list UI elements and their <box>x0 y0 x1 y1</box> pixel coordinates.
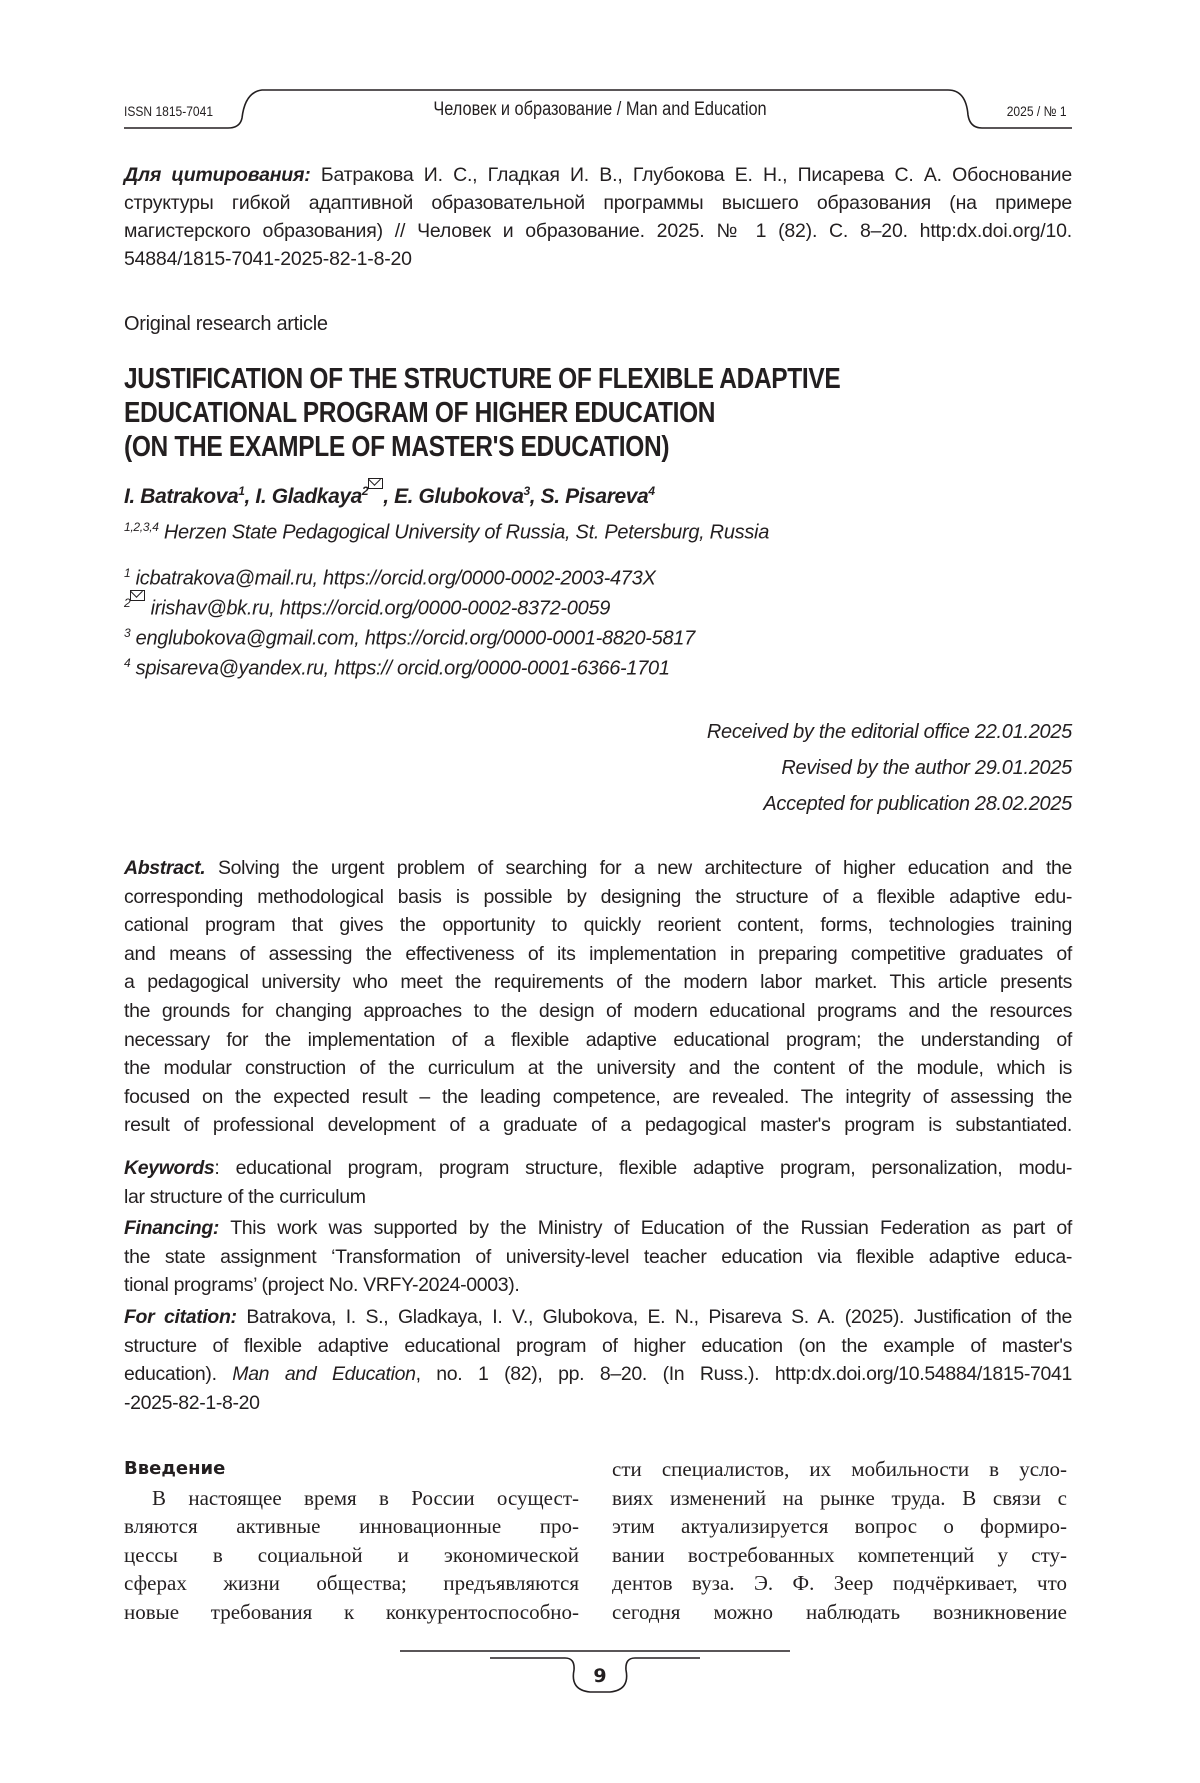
contact-line: 2 irishav@bk.ru, https://orcid.org/0000-0002-8372-0059 <box>124 596 1072 621</box>
accepted-date: Accepted for publication 28.02.2025 <box>763 793 1072 816</box>
intro-left-column: Введение В настоящее время в России осущест- вляются активные инновационные про- цессы в социальной и экономической сферах жизни общества; предъявляются новые требования к конкурентоспособно- <box>124 1455 579 1627</box>
authors: I. Batrakova1, I. Gladkaya2 , E. Glubokova3, S. Pisareva4 <box>124 484 1072 509</box>
financing-label: Financing: <box>124 1217 219 1239</box>
author-sup: 2 <box>362 484 383 498</box>
journal-name: Man and Education <box>232 1363 415 1385</box>
affiliation <box>124 520 1072 545</box>
title-line: EDUCATIONAL PROGRAM OF HIGHER EDUCATION <box>124 396 1070 430</box>
contact-line: 4 spisareva@yandex.ru, https:// orcid.org/0000-0001-6366-1701 <box>124 656 1072 681</box>
mail-icon <box>368 478 383 489</box>
received-date: Received by the editorial office 22.01.2025 <box>707 721 1072 744</box>
author-name: S. Pisareva <box>541 485 649 508</box>
issn: ISSN 1815-7041 <box>124 103 213 119</box>
author-name: I. Batrakova <box>124 485 238 508</box>
citation-ru <box>124 161 1072 273</box>
contact-line: 3 englubokova@gmail.com, https://orcid.org/0000-0001-8820-5817 <box>124 626 1072 651</box>
abstract-label: Abstract. <box>124 857 205 879</box>
citation-ru-line: магистерского образования) // Человек и образование. 2025. № 1 (82). С. 8–20. http:dx.doi.org/10. <box>124 217 1072 245</box>
financing: Financing: This work was supported by the Ministry of Education of the Russian Federation as part of the state assignment ‘Transformation of university-level teacher education via flexible adaptive educa- tional programs’ (project No. VRFY-2024-0003). <box>124 1214 1072 1300</box>
keywords-label: Keywords <box>124 1157 214 1179</box>
affiliation-text: Herzen State Pedagogical University of Russia, St. Petersburg, Russia <box>159 522 769 544</box>
author-sup: 1 <box>238 484 244 498</box>
citation-ru-line: 54884/1815-7041-2025-82-1-8-20 <box>124 245 1072 273</box>
keywords: Keywords: educational program, program structure, flexible adaptive program, personalization, modu- lar structure of the curriculum <box>124 1154 1072 1211</box>
journal-title: Человек и образование / Man and Education <box>433 99 766 121</box>
citation-ru-label: Для цитирования: <box>124 164 311 186</box>
author-sup: 4 <box>648 484 654 498</box>
article-title <box>124 362 1070 464</box>
intro-right-column: сти специалистов, их мобильности в усло- виях изменений на рынке труда. В связи с этим актуализируется вопрос о формиро- вании востребованных компетенций у сту- дентов вуза. Э. Ф. Зеер подчёркивает, что сегодня можно наблюдать возникновение <box>612 1455 1067 1627</box>
author-sup: 3 <box>523 484 529 498</box>
title-line: (ON THE EXAMPLE OF MASTER'S EDUCATION) <box>124 430 1070 464</box>
citation-ru-line: структуры гибкой адаптивной образовательной программы высшего образования (на примере <box>124 189 1072 217</box>
contact-line: 1 icbatrakova@mail.ru, https://orcid.org/0000-0002-2003-473X <box>124 566 1072 591</box>
affiliation-sup: 1,2,3,4 <box>124 520 159 534</box>
citation-en: For citation: Batrakova, I. S., Gladkaya, I. V., Glubokova, E. N., Pisareva S. A. (2025). Justification of the structure of flexible adaptive educational program of higher education (on the example of master's education). Man and Education, no. 1 (82), pp. 8–20. (In Russ.). http:dx.doi.org/10.54884/1815-7041 -2025-82-1-8-20 <box>124 1303 1072 1417</box>
author-name: I. Gladkaya <box>255 485 362 508</box>
author-name: E. Glubokova <box>394 485 523 508</box>
article-type: Original research article <box>124 313 1072 336</box>
intro-heading: Введение <box>124 1455 579 1484</box>
citation-en-label: For citation: <box>124 1306 237 1328</box>
issue-number: 2025 / № 1 <box>1007 103 1067 119</box>
revised-date: Revised by the author 29.01.2025 <box>781 757 1072 780</box>
page-number: 9 <box>590 1665 610 1687</box>
citation-ru-line: Батракова И. С., Гладкая И. В., Глубокова Е. Н., Писарева С. А. Обоснование <box>311 164 1072 186</box>
abstract: Abstract. Solving the urgent problem of searching for a new architecture of higher education and the corresponding methodological basis is possible by designing the structure of a flexible adaptive edu- cational program that gives the opportunity to quickly reorient content, forms, technologies training and means of assessing the effectiveness of its implementation in preparing competitive graduates of a pedagogical university who meet the requirements of the modern labor market. This article presents the grounds for changing approaches to the design of modern educational programs and the resources necessary for the implementation of a flexible adaptive educational program; the understanding of the modular construction of the curriculum at the university and the content of the module, which is focused on the expected result – the leading competence, are revealed. The integrity of assessing the result of professional development of a graduate of a pedagogical master's program is substantiated. <box>124 854 1072 1140</box>
title-line: JUSTIFICATION OF THE STRUCTURE OF FLEXIBLE ADAPTIVE <box>124 362 1070 396</box>
mail-icon <box>130 590 145 601</box>
